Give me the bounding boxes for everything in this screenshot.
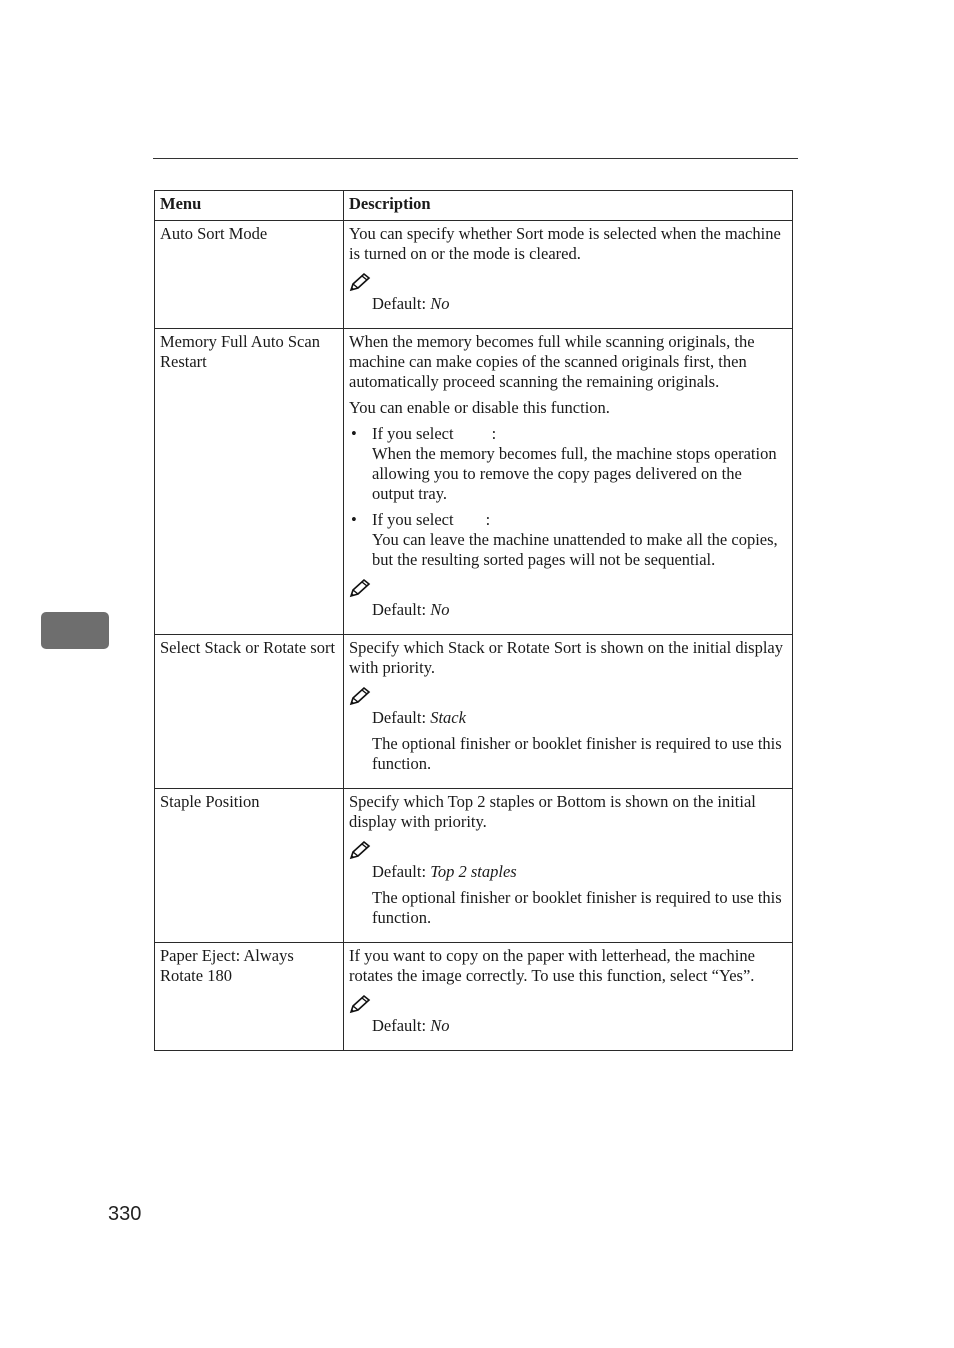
requirement-note: The optional finisher or booklet finisher is required to use this function. bbox=[372, 734, 782, 773]
description-text: Specify which Top 2 staples or Bottom is shown on the initial display with priority. bbox=[349, 792, 756, 831]
pencil-note-icon bbox=[349, 272, 371, 292]
default-value-line bbox=[372, 862, 787, 882]
menu-item-name: Select Stack or Rotate sort bbox=[155, 635, 344, 789]
option-lead: If you select bbox=[372, 510, 454, 529]
default-value-line bbox=[372, 294, 787, 314]
option-colon: : bbox=[485, 510, 491, 529]
description-column-header: Description bbox=[344, 191, 793, 221]
description-cell bbox=[344, 789, 793, 943]
table-row bbox=[155, 943, 793, 1051]
default-label: Default: bbox=[372, 708, 431, 727]
default-label: Default: bbox=[372, 294, 431, 313]
description-cell bbox=[344, 635, 793, 789]
table-row bbox=[155, 221, 793, 329]
default-value: No bbox=[430, 1016, 450, 1035]
page-number: 330 bbox=[108, 1203, 142, 1225]
option-lead: If you select bbox=[372, 424, 454, 443]
bullet-icon: • bbox=[351, 510, 357, 529]
option-colon: : bbox=[491, 424, 497, 443]
description-cell bbox=[344, 221, 793, 329]
default-value-line bbox=[372, 1016, 787, 1036]
pencil-note-icon bbox=[349, 840, 371, 860]
menu-item-name: Paper Eject: Always Rotate 180 bbox=[155, 943, 344, 1051]
default-value: No bbox=[430, 294, 450, 313]
menu-item-name: Staple Position bbox=[155, 789, 344, 943]
pencil-note-icon bbox=[349, 578, 371, 598]
requirement-note: The optional finisher or booklet finisher is required to use this function. bbox=[372, 888, 782, 927]
header-rule bbox=[153, 158, 798, 159]
default-label: Default: bbox=[372, 600, 431, 619]
default-value: Top 2 staples bbox=[430, 862, 517, 881]
default-value-line bbox=[372, 600, 787, 620]
pencil-note-icon bbox=[349, 686, 371, 706]
description-cell bbox=[344, 943, 793, 1051]
default-value: Stack bbox=[430, 708, 466, 727]
option-item bbox=[349, 510, 787, 570]
default-value-line bbox=[372, 708, 787, 728]
settings-table bbox=[154, 190, 793, 1051]
table-row bbox=[155, 635, 793, 789]
pencil-note-icon bbox=[349, 994, 371, 1014]
description-text: When the memory becomes full while scanning originals, the machine can make copies of the scanned originals first, then automatically proceed scanning the remaining originals. bbox=[349, 332, 755, 391]
menu-item-name: Auto Sort Mode bbox=[155, 221, 344, 329]
description-cell bbox=[344, 329, 793, 635]
menu-item-name: Memory Full Auto Scan Restart bbox=[155, 329, 344, 635]
default-label: Default: bbox=[372, 862, 431, 881]
description-text: You can specify whether Sort mode is selected when the machine is turned on or the mode is cleared. bbox=[349, 224, 781, 263]
option-list bbox=[349, 424, 787, 570]
chapter-tab bbox=[41, 612, 109, 649]
default-label: Default: bbox=[372, 1016, 431, 1035]
option-item bbox=[349, 424, 787, 504]
option-text: When the memory becomes full, the machine stops operation allowing you to remove the copy pages delivered on the output tray. bbox=[372, 444, 777, 503]
table-row bbox=[155, 789, 793, 943]
option-text: You can leave the machine unattended to make all the copies, but the resulting sorted pages will not be sequential. bbox=[372, 530, 778, 569]
table-row bbox=[155, 329, 793, 635]
description-text: If you want to copy on the paper with letterhead, the machine rotates the image correctly. To use this function, select “Yes”. bbox=[349, 946, 755, 985]
description-text: You can enable or disable this function. bbox=[349, 398, 610, 417]
default-value: No bbox=[430, 600, 450, 619]
description-text: Specify which Stack or Rotate Sort is shown on the initial display with priority. bbox=[349, 638, 783, 677]
table-header-row bbox=[155, 191, 793, 221]
bullet-icon: • bbox=[351, 424, 357, 443]
menu-column-header: Menu bbox=[155, 191, 344, 221]
